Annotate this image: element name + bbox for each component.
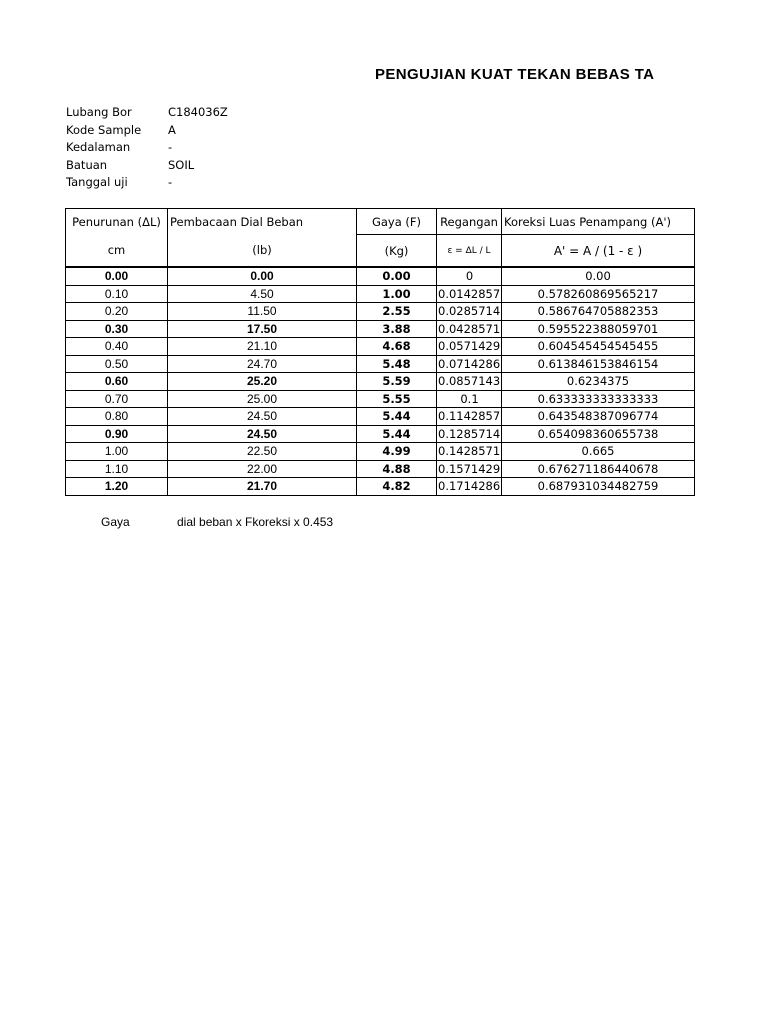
info-value: SOIL [168,157,195,172]
dial-beban-cell: 4.50 [168,285,357,303]
gaya-cell: 5.55 [357,390,437,408]
table-row [66,267,695,285]
gaya-cell: 5.44 [357,425,437,443]
dial-beban-cell: 24.70 [168,355,357,373]
gaya-cell: 4.88 [357,460,437,478]
header-koreksi-luas: Koreksi Luas Penampang (A') [502,209,695,235]
info-row-lubang-bor [66,104,228,122]
gaya-cell: 2.55 [357,303,437,321]
dial-beban-cell: 25.20 [168,373,357,391]
table-row [66,373,695,391]
penurunan-cell: 0.20 [66,303,168,321]
penurunan-cell: 0.40 [66,338,168,356]
koreksi-luas-cell: 0.665 [502,443,695,461]
regangan-cell: 0.1285714 [438,426,501,441]
gaya-cell: 5.44 [357,408,437,426]
penurunan-cell: 1.00 [66,443,168,461]
regangan-cell: 0.1571429 [438,461,501,476]
dial-beban-cell: 11.50 [168,303,357,321]
gaya-cell: 1.00 [357,285,437,303]
koreksi-luas-cell: 0.586764705882353 [502,303,695,321]
gaya-cell: 4.99 [357,443,437,461]
gaya-cell: 4.82 [357,478,437,496]
page-title: PENGUJIAN KUAT TEKAN BEBAS TA [375,66,655,83]
header-gaya: Gaya (F) [357,209,437,235]
koreksi-luas-cell: 0.687931034482759 [502,478,695,496]
info-label: Kode Sample [66,122,142,137]
table-row [66,338,695,356]
dial-beban-cell: 25.00 [168,390,357,408]
info-row-kedalaman [66,139,228,157]
koreksi-luas-cell: 0.654098360655738 [502,425,695,443]
area-formula: A' = A / (1 - ε ) [502,235,695,268]
koreksi-luas-cell: 0.578260869565217 [502,285,695,303]
header-row-1 [66,209,695,235]
formula-label: Gaya [101,515,130,529]
regangan-cell: 0.0142857 [438,286,501,301]
sample-info [66,104,228,192]
koreksi-luas-cell: 0.6234375 [502,373,695,391]
table-row [66,390,695,408]
gaya-cell: 3.88 [357,320,437,338]
dial-beban-cell: 21.70 [168,478,357,496]
table-row [66,320,695,338]
regangan-cell: 0.0571429 [438,339,501,354]
penurunan-cell: 0.50 [66,355,168,373]
table-row [66,478,695,496]
unit-lb: (lb) [168,235,357,268]
dial-beban-cell: 22.50 [168,443,357,461]
unit-kg: (Kg) [357,235,437,268]
header-penurunan: Penurunan (ΔL) [66,209,168,235]
info-value: - [168,140,173,154]
penurunan-cell: 1.20 [66,478,168,496]
info-row-batuan [66,157,228,175]
table-row [66,425,695,443]
penurunan-cell: 0.80 [66,408,168,426]
dial-beban-cell: 22.00 [168,460,357,478]
info-value: C184036Z [168,105,228,119]
penurunan-cell: 0.60 [66,373,168,391]
penurunan-cell: 1.10 [66,460,168,478]
title-area [0,66,697,88]
table-row [66,408,695,426]
info-row-kode-sample [66,122,228,140]
regangan-cell: 0.1 [437,390,502,408]
regangan-cell: 0.1714286 [438,479,501,494]
dial-beban-cell: 17.50 [168,320,357,338]
penurunan-cell: 0.70 [66,390,168,408]
header-regangan: Regangan [437,209,502,235]
table-row [66,285,695,303]
header-pembacaan-dial-beban: Pembacaan Dial Beban [168,209,357,235]
info-value: A [168,122,176,137]
regangan-cell: 0.0714286 [438,356,501,371]
gaya-cell: 4.68 [357,338,437,356]
table-row [66,355,695,373]
koreksi-luas-cell: 0.613846153846154 [502,355,695,373]
header-row-2 [66,235,695,268]
koreksi-luas-cell: 0.643548387096774 [502,408,695,426]
unit-cm: cm [66,235,168,268]
info-row-tanggal-uji [66,174,228,192]
penurunan-cell: 0.30 [66,320,168,338]
regangan-cell: 0.0857143 [438,374,501,389]
dial-beban-cell: 24.50 [168,425,357,443]
koreksi-luas-cell: 0.595522388059701 [502,320,695,338]
formula-expression: dial beban x Fkoreksi x 0.453 [177,515,334,529]
info-label: Tanggal uji [66,175,128,189]
koreksi-luas-cell: 0.633333333333333 [502,390,695,408]
table-row [66,460,695,478]
penurunan-cell: 0.10 [66,285,168,303]
koreksi-luas-cell: 0.676271186440678 [502,460,695,478]
koreksi-luas-cell: 0.00 [502,267,695,285]
gaya-cell: 5.48 [357,355,437,373]
penurunan-cell: 0.90 [66,425,168,443]
info-label: Lubang Bor [66,105,132,119]
info-label: Batuan [66,157,108,172]
dial-beban-cell: 21.10 [168,338,357,356]
regangan-cell: 0.0285714 [438,304,501,319]
regangan-cell: 0.1142857 [438,409,501,424]
dial-beban-cell: 0.00 [168,267,357,285]
dial-beban-cell: 24.50 [168,408,357,426]
info-label: Kedalaman [66,140,131,154]
regangan-cell: 0.0428571 [438,321,501,336]
koreksi-luas-cell: 0.604545454545455 [502,338,695,356]
test-data-table [65,208,695,496]
info-value: - [168,175,173,189]
table-row [66,443,695,461]
gaya-cell: 5.59 [357,373,437,391]
gaya-cell: 0.00 [357,267,437,285]
regangan-cell: 0.1428571 [438,444,501,459]
penurunan-cell: 0.00 [66,267,168,285]
table-row [66,303,695,321]
strain-formula: ε = ΔL / L [437,235,502,268]
regangan-cell: 0 [437,267,502,285]
